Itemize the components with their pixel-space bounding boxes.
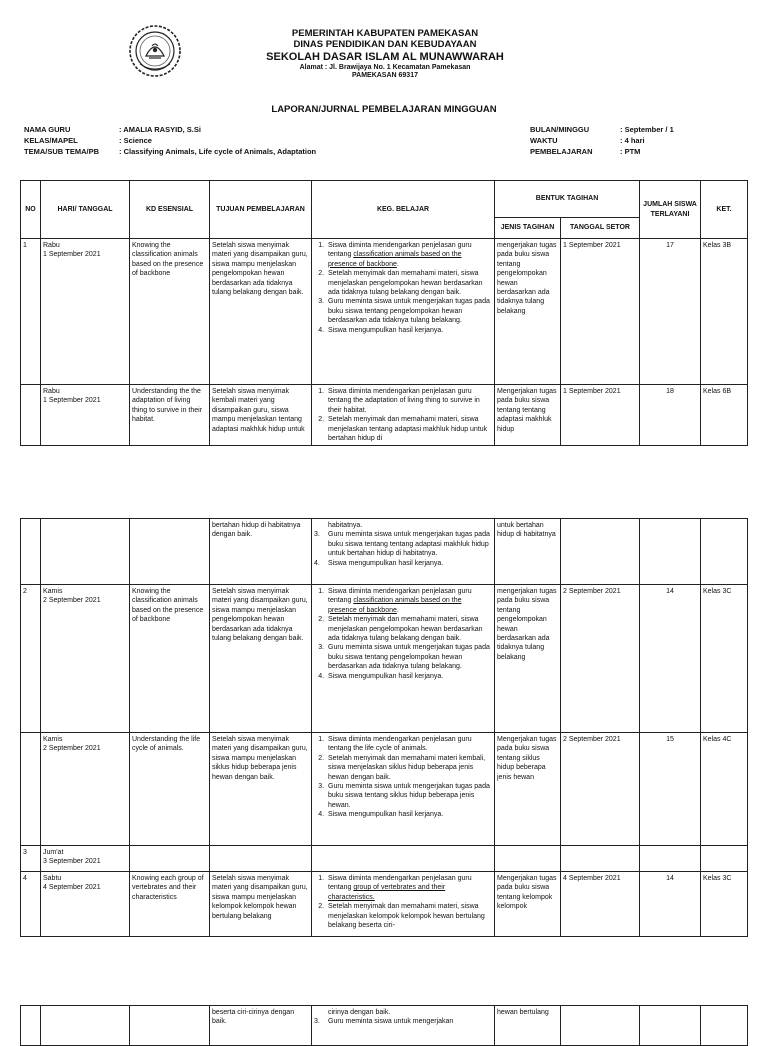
table-row bbox=[21, 585, 748, 733]
activity-steps bbox=[314, 241, 492, 335]
cell-tujuan: Setelah siswa menyimak materi yang disampaikan guru, siswa mampu menjelaskan siklus hidup beberapa jenis hewan dengan baik. bbox=[210, 733, 312, 846]
table-row bbox=[21, 1006, 748, 1046]
meta-value: : Classifying Animals, Life cycle of Animals, Adaptation bbox=[119, 147, 317, 156]
cont-step: 3. Guru meminta siswa untuk mengerjakan bbox=[314, 1018, 454, 1026]
letterhead bbox=[200, 28, 570, 81]
header-no: NO bbox=[21, 181, 41, 239]
meta-key: TEMA/SUB TEMA/PB bbox=[24, 147, 99, 156]
journal-table-page1 bbox=[20, 180, 748, 446]
cell-kd: Understanding the life cycle of animals. bbox=[130, 733, 210, 846]
activity-step: 2. Setelah menyimak dan memahami materi, siswa menjelaskan tentang adaptasi makhluk hidup untuk bertahan hidup di bbox=[326, 415, 492, 443]
header-tujuan: TUJUAN PEMBELAJARAN bbox=[210, 181, 312, 239]
cell-kd: Knowing the classification animals based on the presence of backbone bbox=[130, 239, 210, 385]
cell-kd: Knowing each group of vertebrates and their characteristics bbox=[130, 872, 210, 937]
cont-step: 4. Siswa mengumpulkan hasil kerjanya. bbox=[314, 559, 444, 567]
cell-no: 2 bbox=[21, 585, 41, 733]
cont-tujuan: bertahan hidup di habitatnya dengan baik. bbox=[210, 519, 312, 585]
cell-ket: Kelas 4C bbox=[701, 733, 748, 846]
activity-step: 4. Siswa mengumpulkan hasil kerjanya. bbox=[326, 810, 492, 819]
cell-jenis: Mengerjakan tugas pada buku siswa tentang kelompok kelompok bbox=[495, 872, 561, 937]
header-hari: HARI/ TANGGAL bbox=[41, 181, 130, 239]
activity-step: 4. Siswa mengumpulkan hasil kerjanya. bbox=[326, 672, 492, 681]
header-setor: TANGGAL SETOR bbox=[561, 218, 640, 239]
cell-jumlah: 15 bbox=[640, 733, 701, 846]
cell-no: 4 bbox=[21, 872, 41, 937]
header-ket: KET. bbox=[701, 181, 748, 239]
meta-right bbox=[530, 124, 674, 157]
cell-hari: Sabtu 4 September 2021 bbox=[41, 872, 130, 937]
activity-steps bbox=[314, 387, 492, 443]
header-bentuk: BENTUK TAGIHAN bbox=[495, 181, 640, 218]
cell-ket: Kelas 3C bbox=[701, 585, 748, 733]
cont-jenis: untuk bertahan hidup di habitatnya bbox=[495, 519, 561, 585]
activity-step: 2. Setelah menyimak dan memahami materi, siswa menjelaskan pengelompokan hewan berdasarkan ada tidaknya tulang belakang dengan baik. bbox=[326, 615, 492, 643]
meta-row bbox=[24, 124, 316, 135]
cell-tujuan: Setelah siswa menyimak materi yang disampaikan guru, siswa mampu menjelaskan pengelompokan hewan berdasarkan ada tidaknya tulang belakang dengan baik. bbox=[210, 239, 312, 385]
document-title: LAPORAN/JURNAL PEMBELAJARAN MINGGUAN bbox=[271, 104, 497, 115]
activity-steps bbox=[314, 874, 492, 930]
cell-jenis bbox=[495, 846, 561, 872]
cell-hari: Kamis 2 September 2021 bbox=[41, 733, 130, 846]
activity-step: 2. Setelah menyimak dan memahami materi, siswa menjelaskan pengelompokan hewan berdasarkan ada tidaknya tulang belakang dengan baik. bbox=[326, 269, 492, 297]
table-row bbox=[21, 385, 748, 446]
meta-row bbox=[530, 124, 674, 135]
activity-steps bbox=[314, 735, 492, 820]
cell-jenis: Mengerjakan tugas pada buku siswa tentang tentang adaptasi makhluk hidup bbox=[495, 385, 561, 446]
cell-jenis: Mengerjakan tugas pada buku siswa tentang siklus hidup beberapa jenis hewan bbox=[495, 733, 561, 846]
table-row bbox=[21, 519, 748, 585]
cell-setor bbox=[561, 846, 640, 872]
cell-jumlah bbox=[640, 846, 701, 872]
cont-steps bbox=[312, 1006, 495, 1046]
meta-key: BULAN/MINGGU bbox=[530, 125, 590, 134]
cell-jenis: mengerjakan tugas pada buku siswa tentang pengelompokan hewan berdasarkan ada tidaknya tulang belakang bbox=[495, 239, 561, 385]
meta-key: NAMA GURU bbox=[24, 125, 71, 134]
cell-jenis: mengerjakan tugas pada buku siswa tentang pengelompokan hewan berdasarkan ada tidaknya tulang belakang bbox=[495, 585, 561, 733]
table-row bbox=[21, 239, 748, 385]
activity-step: 2. Setelah menyimak dan memahami materi kembali, siswa menjelaskan siklus hidup beberapa jenis hewan dengan baik. bbox=[326, 754, 492, 782]
cell-tujuan: Setelah siswa menyimak materi yang disampaikan guru, siswa mampu menjelaskan pengelompokan hewan berdasarkan ada tidaknya tulang belakang dengan baik. bbox=[210, 585, 312, 733]
cell-hari: Jum'at 3 September 2021 bbox=[41, 846, 130, 872]
meta-row bbox=[530, 135, 674, 146]
cell-ket: Kelas 3B bbox=[701, 239, 748, 385]
cell-no: 1 bbox=[21, 239, 41, 385]
cell-tujuan bbox=[210, 846, 312, 872]
cell-kegiatan bbox=[312, 846, 495, 872]
meta-value: : AMALIA RASYID, S.Si bbox=[119, 125, 201, 134]
cell-kegiatan bbox=[312, 239, 495, 385]
cell-setor: 1 September 2021 bbox=[561, 239, 640, 385]
meta-value: : September / 1 bbox=[620, 125, 674, 134]
cell-kegiatan bbox=[312, 385, 495, 446]
cell-no: 3 bbox=[21, 846, 41, 872]
cell-no bbox=[21, 385, 41, 446]
cell-tujuan: Setelah siswa menyimak materi yang disampaikan guru, siswa mampu menjelaskan kelompok kelompok hewan bertulang belakang bbox=[210, 872, 312, 937]
cont-step: 3. Guru meminta siswa untuk mengerjakan tugas pada buku siswa tentang tentang adaptasi makhluk hidup untuk bertahan hidup di habitatnya. bbox=[314, 531, 490, 558]
meta-left bbox=[24, 124, 316, 157]
meta-value: : PTM bbox=[620, 147, 641, 156]
cont-lead: habitatnya. bbox=[328, 522, 363, 529]
activity-step: 3. Guru meminta siswa untuk mengerjakan tugas pada buku siswa tentang siklus hidup beberapa jenis hewan. bbox=[326, 782, 492, 810]
cell-hari: Rabu 1 September 2021 bbox=[41, 385, 130, 446]
activity-step: 3. Guru meminta siswa untuk mengerjakan tugas pada buku siswa tentang pengelompokan hewan berdasarkan ada tidaknya tulang belakang. bbox=[326, 643, 492, 671]
cell-ket bbox=[701, 846, 748, 872]
cont-steps bbox=[312, 519, 495, 585]
activity-step: 1. Siswa diminta mendengarkan penjelasan guru tentang group of vertebrates and their characteristics. bbox=[326, 874, 492, 902]
header-jenis: JENIS TAGIHAN bbox=[495, 218, 561, 239]
letterhead-government: PEMERINTAH KABUPATEN PAMEKASAN bbox=[291, 28, 479, 39]
page2-body bbox=[21, 585, 748, 937]
cell-setor: 2 September 2021 bbox=[561, 585, 640, 733]
cell-hari: Rabu 1 September 2021 bbox=[41, 239, 130, 385]
cell-kd: Understanding the the adaptation of living thing to survive in their habitat. bbox=[130, 385, 210, 446]
cell-tujuan: Setelah siswa menyimak kembali materi yang disampaikan guru, siswa mampu menjelaskan tentang adaptasi makhluk hidup untuk bbox=[210, 385, 312, 446]
table-row bbox=[21, 733, 748, 846]
cell-jumlah: 17 bbox=[640, 239, 701, 385]
cell-kegiatan bbox=[312, 872, 495, 937]
header-jumlah: JUMLAH SISWA TERLAYANI bbox=[640, 181, 701, 239]
cell-kegiatan bbox=[312, 733, 495, 846]
activity-step: 3. Guru meminta siswa untuk mengerjakan tugas pada buku siswa tentang pengelompokan hewan berdasarkan ada tidaknya tulang belakang. bbox=[326, 297, 492, 325]
activity-steps bbox=[314, 587, 492, 681]
activity-step: 1. Siswa diminta mendengarkan penjelasan guru tentang the life cycle of animals. bbox=[326, 735, 492, 754]
table-row bbox=[21, 846, 748, 872]
activity-step: 1. Siswa diminta mendengarkan penjelasan guru tentang classification animals based on the presence of backbone. bbox=[326, 587, 492, 615]
cell-setor: 1 September 2021 bbox=[561, 385, 640, 446]
cell-setor: 2 September 2021 bbox=[561, 733, 640, 846]
page1-body bbox=[21, 239, 748, 446]
cell-setor: 4 September 2021 bbox=[561, 872, 640, 937]
activity-step: 2. Setelah menyimak dan memahami materi, siswa menjelaskan kelompok kelompok hewan bertulang belakang beserta ciri- bbox=[326, 902, 492, 930]
cell-jumlah: 18 bbox=[640, 385, 701, 446]
meta-row bbox=[530, 146, 674, 157]
cell-ket: Kelas 6B bbox=[701, 385, 748, 446]
letterhead-address: Alamat : Jl. Brawijaya No. 1 Kecamatan Pamekasan bbox=[299, 63, 471, 71]
letterhead-department: DINAS PENDIDIKAN DAN KEBUDAYAAN bbox=[293, 39, 477, 51]
meta-key: WAKTU bbox=[530, 136, 558, 145]
header-kd: KD ESENSIAL bbox=[130, 181, 210, 239]
school-emblem-icon bbox=[128, 24, 182, 78]
cell-no bbox=[21, 733, 41, 846]
meta-row bbox=[24, 135, 316, 146]
cell-hari: Kamis 2 September 2021 bbox=[41, 585, 130, 733]
cont-jenis: hewan bertulang bbox=[495, 1006, 561, 1046]
cell-jumlah: 14 bbox=[640, 585, 701, 733]
cell-kd: Knowing the classification animals based on the presence of backbone bbox=[130, 585, 210, 733]
journal-table-page2 bbox=[20, 518, 748, 937]
meta-key: PEMBELAJARAN bbox=[530, 147, 593, 156]
letterhead-city: PAMEKASAN 69317 bbox=[351, 72, 418, 80]
meta-value: : 4 hari bbox=[620, 136, 645, 145]
journal-table-page3 bbox=[20, 1005, 748, 1046]
table-row bbox=[21, 872, 748, 937]
cell-ket: Kelas 3C bbox=[701, 872, 748, 937]
cont-tujuan: beserta ciri-cirinya dengan baik. bbox=[210, 1006, 312, 1046]
cell-kd bbox=[130, 846, 210, 872]
activity-step: 1. Siswa diminta mendengarkan penjelasan guru tentang the adaptation of living thing to survive in their habitat. bbox=[326, 387, 492, 415]
cell-kegiatan bbox=[312, 585, 495, 733]
activity-step: 1. Siswa diminta mendengarkan penjelasan guru tentang classification animals based on the presence of backbone. bbox=[326, 241, 492, 269]
meta-value: : Science bbox=[119, 136, 152, 145]
cell-jumlah: 14 bbox=[640, 872, 701, 937]
activity-step: 4. Siswa mengumpulkan hasil kerjanya. bbox=[326, 326, 492, 335]
letterhead-school-name: SEKOLAH DASAR ISLAM AL MUNAWWARAH bbox=[266, 50, 504, 63]
meta-key: KELAS/MAPEL bbox=[24, 136, 78, 145]
header-keg: KEG. BELAJAR bbox=[312, 181, 495, 239]
meta-row bbox=[24, 146, 316, 157]
cont-lead: cirinya dengan baik. bbox=[328, 1009, 391, 1016]
